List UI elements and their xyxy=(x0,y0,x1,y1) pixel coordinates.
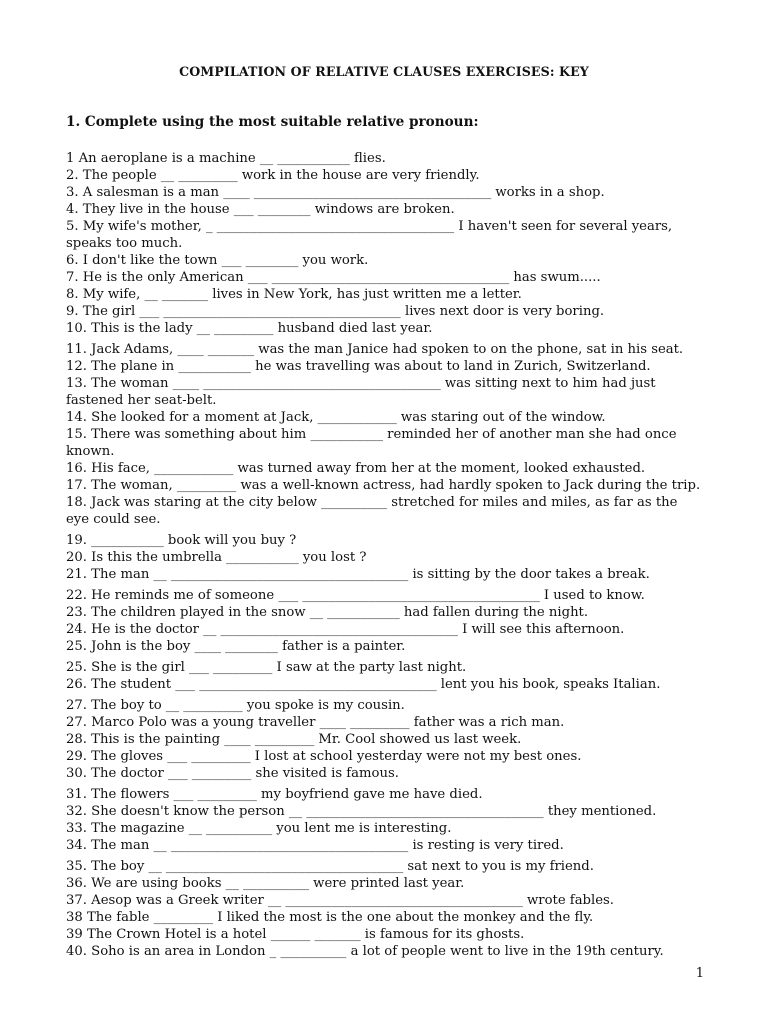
exercise-item: 2. The people __ _________ work in the house are very friendly. xyxy=(66,168,480,183)
exercise-item: 30. The doctor ___ _________ she visited is famous. xyxy=(66,766,399,781)
exercise-item: 14. She looked for a moment at Jack, ____________ was staring out of the window. xyxy=(66,410,606,425)
exercise-item: 15. There was something about him ___________ reminded her of another man she had once known. xyxy=(66,427,681,459)
exercise-item: 35. The boy __ ____________________________________ sat next to you is my friend. xyxy=(66,859,594,874)
exercise-list xyxy=(66,150,704,960)
exercise-item: 34. The man __ ____________________________________ is resting is very tired. xyxy=(66,838,564,853)
exercise-item: 36. We are using books __ __________ were printed last year. xyxy=(66,876,465,891)
exercise-item: 18. Jack was staring at the city below __________ stretched for miles and miles, as far as the eye could see. xyxy=(66,495,682,527)
exercise-item: 4. They live in the house ___ ________ windows are broken. xyxy=(66,202,455,217)
exercise-item: 19. ___________ book will you buy ? xyxy=(66,533,297,548)
exercise-item: 22. He reminds me of someone ___ ____________________________________ I used to know. xyxy=(66,588,645,603)
exercise-item: 13. The woman ____ ____________________________________ was sitting next to him had just fastened her seat-belt. xyxy=(66,376,660,408)
exercise-item: 38 The fable _________ I liked the most is the one about the monkey and the fly. xyxy=(66,910,594,925)
exercise-item: 25. She is the girl ___ _________ I saw at the party last night. xyxy=(66,660,467,675)
exercise-item: 21. The man __ ____________________________________ is sitting by the door takes a break. xyxy=(66,567,650,582)
exercise-item: 11. Jack Adams, ____ _______ was the man Janice had spoken to on the phone, sat in his seat. xyxy=(66,342,684,357)
exercise-item: 16. His face, ____________ was turned away from her at the moment, looked exhausted. xyxy=(66,461,646,476)
exercise-item: 37. Aesop was a Greek writer __ ____________________________________ wrote fables. xyxy=(66,893,614,908)
exercise-item: 26. The student ___ ____________________________________ lent you his book, speaks Italian. xyxy=(66,677,661,692)
exercise-item: 10. This is the lady __ _________ husband died last year. xyxy=(66,321,433,336)
exercise-item: 7. He is the only American ___ ____________________________________ has swum..... xyxy=(66,270,601,285)
exercise-item: 8. My wife, __ _______ lives in New York, has just written me a letter. xyxy=(66,287,522,302)
exercise-item: 28. This is the painting ____ _________ Mr. Cool showed us last week. xyxy=(66,732,522,747)
exercise-item: 32. She doesn't know the person __ ____________________________________ they mentioned. xyxy=(66,804,657,819)
exercise-item: 1 An aeroplane is a machine __ ___________ flies. xyxy=(66,151,386,166)
exercise-item: 29. The gloves ___ _________ I lost at school yesterday were not my best ones. xyxy=(66,749,582,764)
exercise-item: 20. Is this the umbrella ___________ you lost ? xyxy=(66,550,367,565)
exercise-item: 9. The girl ___ ____________________________________ lives next door is very boring. xyxy=(66,304,605,319)
exercise-item: 25. John is the boy ____ ________ father is a painter. xyxy=(66,639,406,654)
page-number: 1 xyxy=(695,966,704,981)
exercise-item: 33. The magazine __ __________ you lent me is interesting. xyxy=(66,821,452,836)
exercise-item: 5. My wife's mother, _ ____________________________________ I haven't seen for several years, speaks too much. xyxy=(66,219,677,251)
exercise-item: 6. I don't like the town ___ ________ you work. xyxy=(66,253,369,268)
exercise-item: 27. The boy to __ _________ you spoke is my cousin. xyxy=(66,698,405,713)
exercise-item: 27. Marco Polo was a young traveller ____ _________ father was a rich man. xyxy=(66,715,565,730)
exercise-item: 24. He is the doctor __ ____________________________________ I will see this afternoon. xyxy=(66,622,625,637)
exercise-item: 40. Soho is an area in London _ __________ a lot of people went to live in the 19th century. xyxy=(66,944,664,959)
exercise-item: 17. The woman, _________ was a well-known actress, had hardly spoken to Jack during the trip. xyxy=(66,478,701,493)
exercise-item: 3. A salesman is a man ____ ____________________________________ works in a shop. xyxy=(66,185,605,200)
exercise-item: 23. The children played in the snow __ ___________ had fallen during the night. xyxy=(66,605,589,620)
exercise-item: 39 The Crown Hotel is a hotel ______ _______ is famous for its ghosts. xyxy=(66,927,525,942)
exercise-item: 12. The plane in ___________ he was travelling was about to land in Zurich, Switzerland. xyxy=(66,359,651,374)
page-title: COMPILATION OF RELATIVE CLAUSES EXERCISES: KEY xyxy=(179,64,589,79)
exercise-item: 31. The flowers ___ _________ my boyfriend gave me have died. xyxy=(66,787,483,802)
section-heading: 1. Complete using the most suitable relative pronoun: xyxy=(66,114,479,130)
